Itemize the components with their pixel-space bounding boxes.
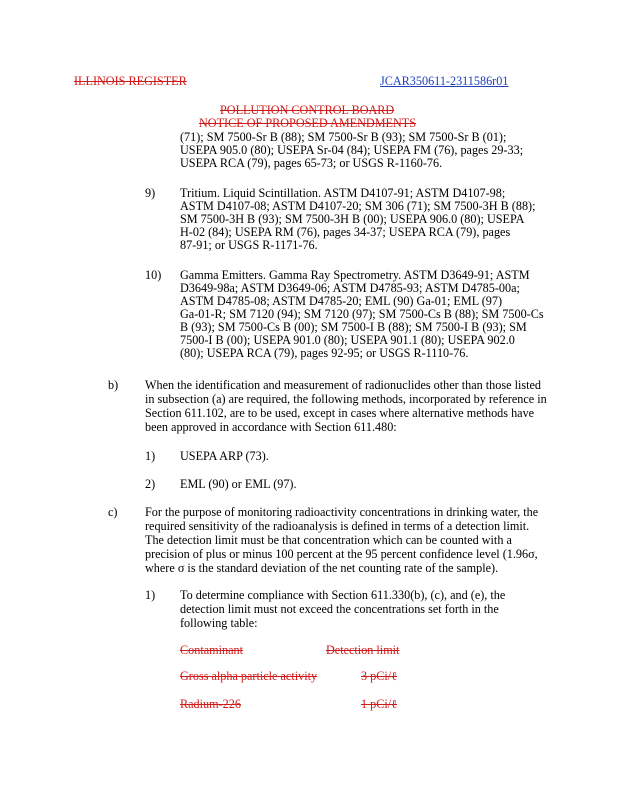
item-marker-b: b) xyxy=(108,378,119,392)
item-b-line: in subsection (a) are required, the following methods, incorporated by reference in xyxy=(145,392,547,406)
continuation-line: USEPA 905.0 (80); USEPA Sr-04 (84); USEPA FM (76), pages 29-33; xyxy=(180,143,524,157)
item-b-sub-2: EML (90) or EML (97). xyxy=(180,477,297,491)
item-c-line: precision of plus or minus 100 percent at the 95 percent confidence level (1.96σ, xyxy=(145,547,538,561)
table-cell-contaminant: Radium-226 xyxy=(180,697,241,711)
item-9-line: ASTM D4107-08; ASTM D4107-20; SM 306 (71); SM 7500-3H B (88); xyxy=(180,199,536,213)
item-marker-10: 10) xyxy=(145,268,162,282)
item-b-line: When the identification and measurement of radionuclides other than those listed xyxy=(145,378,541,392)
item-c-line: The detection limit must be that concentration which can be counted with a xyxy=(145,533,512,547)
table-cell-limit: 3 pCi/ℓ xyxy=(361,669,397,683)
table-header-contaminant: Contaminant xyxy=(180,643,243,657)
item-c-sub-line: detection limit must not exceed the concentrations set forth in the xyxy=(180,602,499,616)
item-c-line: where σ is the standard deviation of the net counting rate of the sample). xyxy=(145,561,499,575)
notice-title: NOTICE OF PROPOSED AMENDMENTS xyxy=(199,116,417,130)
item-9-line: Tritium. Liquid Scintillation. ASTM D4107-91; ASTM D4107-98; xyxy=(180,186,506,200)
item-9-line: SM 7500-3H B (93); SM 7500-3H B (00); USEPA 906.0 (80); USEPA xyxy=(180,212,525,226)
item-marker-9: 9) xyxy=(145,186,156,200)
item-b-line: been approved in accordance with Section 611.480: xyxy=(145,420,397,434)
item-b-sub-marker-2: 2) xyxy=(145,477,156,491)
item-10-line: 7500-I B (00); USEPA 901.0 (80); USEPA 901.1 (80); USEPA 902.0 xyxy=(180,333,515,347)
item-9-line: H-02 (84); USEPA RM (76), pages 34-37; USEPA RCA (79), pages xyxy=(180,225,511,239)
item-10-line: Gamma Emitters. Gamma Ray Spectrometry. ASTM D3649-91; ASTM xyxy=(180,268,530,282)
continuation-line: (71); SM 7500-Sr B (88); SM 7500-Sr B (93); SM 7500-Sr B (01); xyxy=(180,130,507,144)
document-id: JCAR350611-2311586r01 xyxy=(380,74,509,88)
item-10-line: Ga-01-R; SM 7120 (94); SM 7120 (97); SM 7500-Cs B (88); SM 7500-Cs xyxy=(180,307,544,321)
item-b-line: Section 611.102, are to be used, except in cases where alternative methods have xyxy=(145,406,535,420)
item-10-line: ASTM D4785-08; ASTM D4785-20; EML (90) Ga-01; EML (97) xyxy=(180,294,503,308)
item-c-sub-line: To determine compliance with Section 611.330(b), (c), and (e), the xyxy=(180,588,506,602)
item-marker-c: c) xyxy=(108,505,118,519)
table-cell-limit: 1 pCi/ℓ xyxy=(361,697,397,711)
item-b-sub-marker-1: 1) xyxy=(145,449,156,463)
register-header: ILLINOIS REGISTER xyxy=(74,74,187,88)
table-header-detection-limit: Detection limit xyxy=(326,643,400,657)
continuation-line: USEPA RCA (79), pages 65-73; or USGS R-1160-76. xyxy=(180,156,443,170)
item-c-line: required sensitivity of the radioanalysis is defined in terms of a detection limit. xyxy=(145,519,530,533)
agency-title: POLLUTION CONTROL BOARD xyxy=(220,103,395,117)
item-c-sub-line: following table: xyxy=(180,616,258,630)
item-c-sub-marker-1: 1) xyxy=(145,588,156,602)
item-b-sub-1: USEPA ARP (73). xyxy=(180,449,269,463)
item-10-line: (80); USEPA RCA (79), pages 92-95; or USGS R-1110-76. xyxy=(180,346,469,360)
item-9-line: 87-91; or USGS R-1171-76. xyxy=(180,238,318,252)
item-10-line: D3649-98a; ASTM D3649-06; ASTM D4785-93; ASTM D4785-00a; xyxy=(180,281,520,295)
item-10-line: B (93); SM 7500-Cs B (00); SM 7500-I B (88); SM 7500-I B (93); SM xyxy=(180,320,527,334)
item-c-line: For the purpose of monitoring radioactivity concentrations in drinking water, the xyxy=(145,505,539,519)
table-cell-contaminant: Gross alpha particle activity xyxy=(180,669,318,683)
